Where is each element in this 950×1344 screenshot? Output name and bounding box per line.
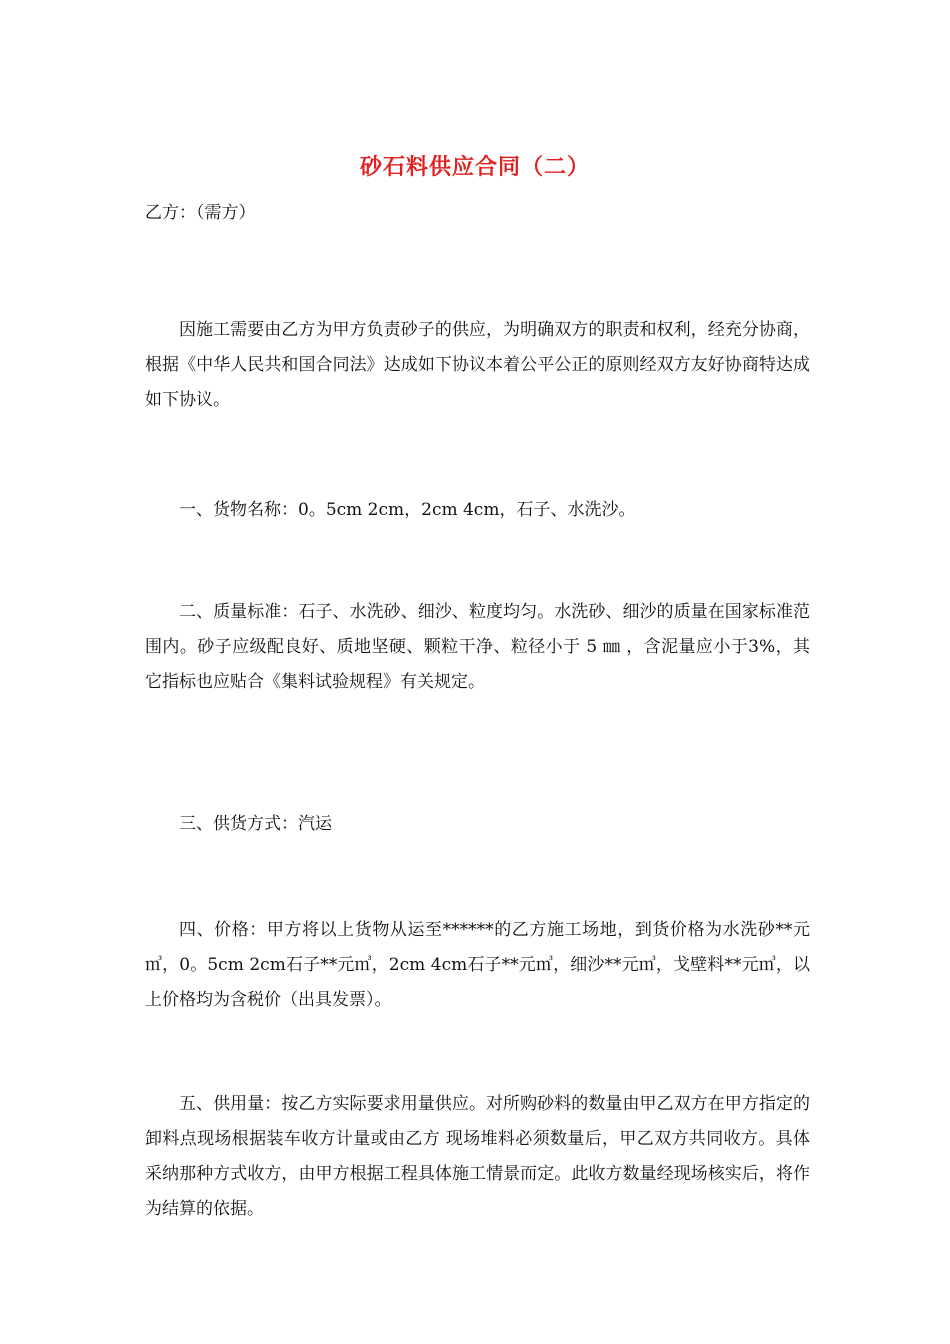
clause-goods-name: 一、货物名称：0。5cm 2cm，2cm 4cm，石子、水洗沙。 (179, 500, 636, 520)
clause-price: 四、价格：甲方将以上货物从运至******的乙方施工场地，到货价格为水洗砂**元㎥，0。5cm 2cm石子**元㎥，2cm 4cm石子**元㎥，细沙**元㎥，戈壁料**元㎥，以上价格均为含税价（出具发票）。 (145, 920, 810, 1010)
clause-quality-standard: 二、质量标准：石子、水洗砂、细沙、粒度均匀。水洗砂、细沙的质量在国家标准范围内。砂子应级配良好、质地坚硬、颗粒干净、粒径小于 5 ㎜ ，含泥量应小于3%，其它指标也应贴合《集料试验规程》有关规定。 (145, 602, 810, 692)
clause-supply-quantity: 五、供用量：按乙方实际要求用量供应。对所购砂料的数量由甲乙双方在甲方指定的卸料点现场根据装车收方计量或由乙方 现场堆料必须数量后，甲乙双方共同收方。具体采纳那种方式收方，由甲方根据工程具体施工情景而定。此收方数量经现场核实后，将作为结算的依据。 (145, 1094, 810, 1219)
party-b-label: 乙方：（需方） (145, 203, 256, 223)
clause-delivery-method: 三、供货方式：汽运 (179, 814, 332, 834)
intro-paragraph: 因施工需要由乙方为甲方负责砂子的供应，为明确双方的职责和权利，经充分协商，根据《中华人民共和国合同法》达成如下协议本着公平公正的原则经双方友好协商特达成如下协议。 (145, 320, 810, 410)
document-title: 砂石料供应合同（二） (359, 155, 590, 180)
